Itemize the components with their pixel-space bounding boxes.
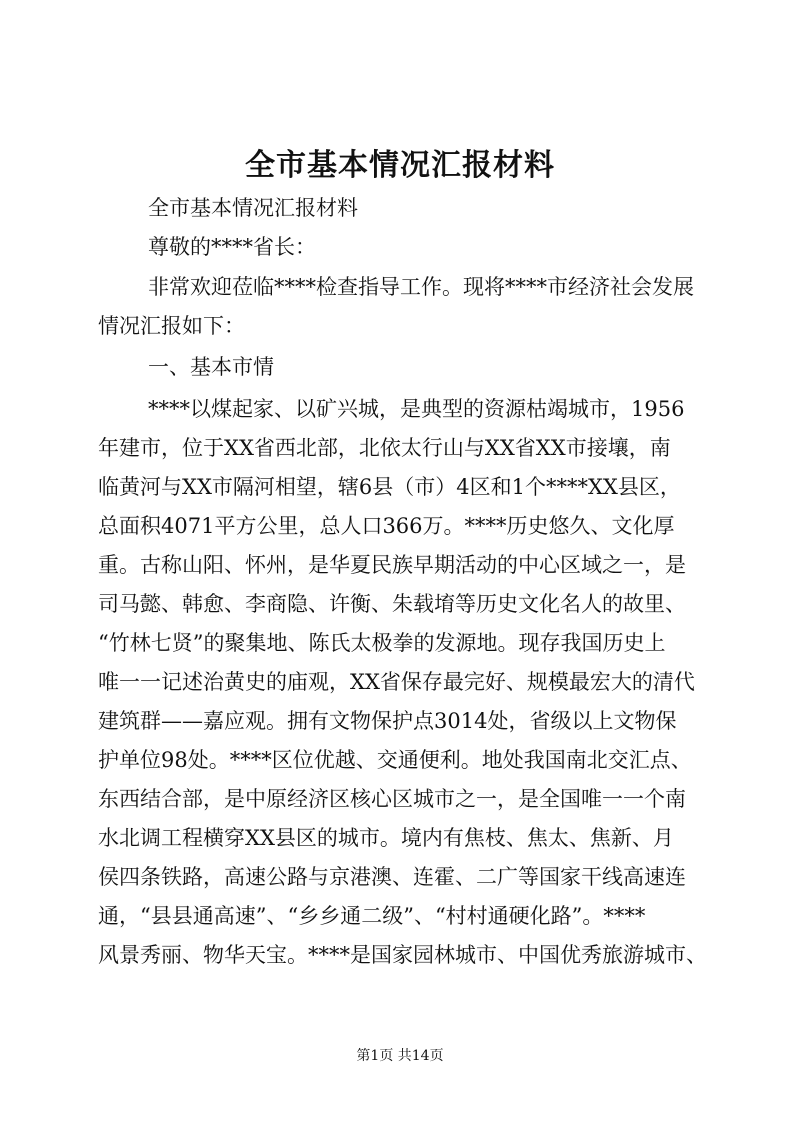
body-line: 司马懿、韩愈、李商隐、许衡、朱载堉等历史文化名人的故里、	[98, 592, 686, 616]
section-heading: 一、基本市情	[148, 355, 274, 379]
body-line: 风景秀丽、物华天宝。****是国家园林城市、中国优秀旅游城市、	[98, 943, 707, 967]
intro-line: 情况汇报如下：	[98, 314, 245, 338]
body-line: 年建市，位于XX省西北部，北依太行山与XX省XX市接壤，南	[98, 436, 671, 460]
body-line: 重。古称山阳、怀州，是华夏民族早期活动的中心区域之一，是	[98, 553, 686, 577]
body-line: 东西结合部，是中原经济区核心区城市之一，是全国唯一一个南	[98, 787, 686, 811]
salutation: 尊敬的****省长：	[148, 235, 316, 259]
body-line: 建筑群——嘉应观。拥有文物保护点3014处，省级以上文物保	[98, 709, 677, 733]
body-line: 总面积4071平方公里，总人口366万。****历史悠久、文化厚	[98, 514, 675, 538]
document-title: 全市基本情况汇报材料	[245, 148, 555, 183]
document-subtitle: 全市基本情况汇报材料	[148, 196, 358, 220]
body-line: 侯四条铁路，高速公路与京港澳、连霍、二广等国家干线高速连	[98, 865, 686, 889]
body-line: 通，“县县通高速”、“乡乡通二级”、“村村通硬化路”。****	[98, 904, 646, 928]
body-line: 临黄河与XX市隔河相望，辖6县（市）4区和1个****XX县区，	[98, 475, 681, 499]
page-footer: 第1页 共14页	[356, 1048, 444, 1064]
body-line: 唯一一记述治黄史的庙观，XX省保存最完好、规模最宏大的清代	[98, 670, 695, 694]
body-line: “竹林七贤”的聚集地、陈氏太极拳的发源地。现存我国历史上	[98, 631, 666, 655]
body-line: ****以煤起家、以矿兴城，是典型的资源枯竭城市，1956	[148, 397, 685, 421]
body-line: 水北调工程横穿XX县区的城市。境内有焦枝、焦太、焦新、月	[98, 826, 674, 850]
body-line: 护单位98处。****区位优越、交通便利。地处我国南北交汇点、	[98, 748, 692, 772]
intro-line: 非常欢迎莅临****检查指导工作。现将****市经济社会发展	[148, 275, 694, 299]
